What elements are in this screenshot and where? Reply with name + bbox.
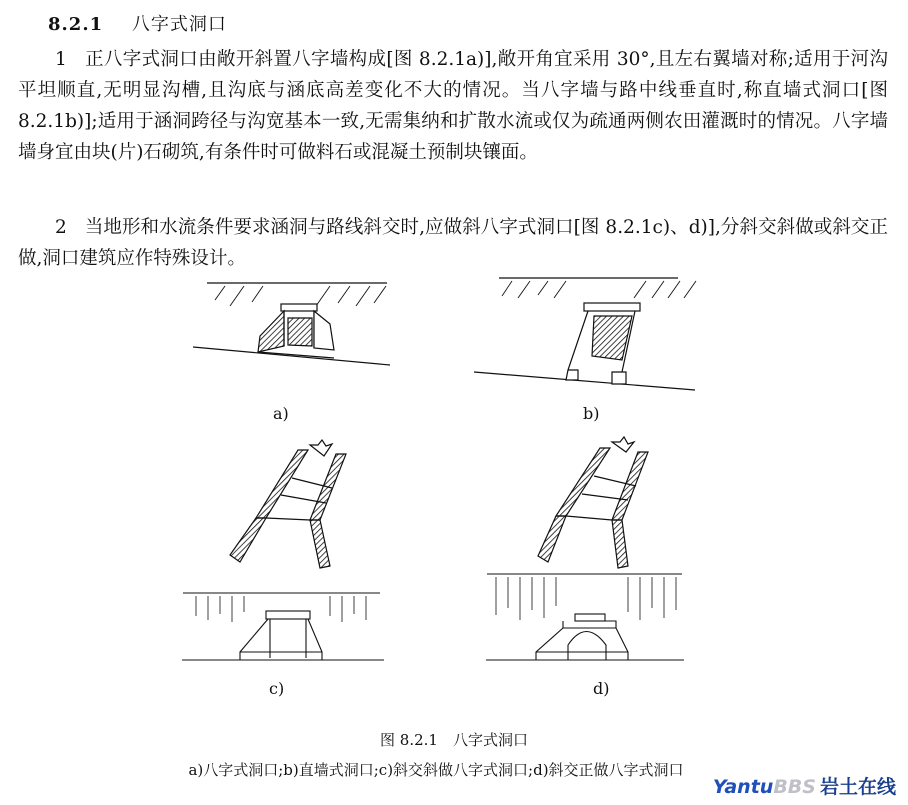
drawing-a — [193, 283, 390, 365]
section-title: 八字式洞口 — [131, 14, 227, 35]
watermark-logo — [713, 772, 896, 799]
paragraph-number: 2 — [55, 217, 67, 238]
paragraph-text: 正八字式洞口由敞开斜置八字墙构成[图 8.2.1a)],敞开角宜采用 30°,且左右翼墙对称;适用于河沟平坦顺直,无明显沟槽,且沟底与涵底高差变化不大的情况。当八字墙与路中线垂直时,称直墙式洞口[图 8.2.1b)];适用于涵洞跨径与沟宽基本一致,无需集纳和扩散水流或仅为疏通两侧农田灌溉时的情况。八字墙墙身宜由块(片)石砌筑,有条件时可做料石或混凝土预制块镶面。 — [18, 49, 888, 163]
drawing-d-plan — [538, 437, 648, 568]
drawing-c-plan — [230, 440, 346, 568]
paragraph-text: 当地形和水流条件要求涵洞与路线斜交时,应做斜八字式洞口[图 8.2.1c)、d)],分斜交斜做或斜交正做,洞口建筑应作特殊设计。 — [18, 217, 888, 269]
sublabel-d: d) — [593, 679, 610, 698]
drawing-d-elevation — [486, 574, 684, 660]
drawing-c-elevation — [182, 593, 384, 660]
watermark-part3: 岩土在线 — [819, 776, 896, 798]
sublabel-b: b) — [583, 404, 600, 423]
figure-title: 图 8.2.1 八字式洞口 — [380, 731, 528, 749]
sublabel-a: a) — [273, 404, 289, 423]
paragraph-number: 1 — [55, 49, 67, 70]
drawing-b — [474, 278, 696, 390]
section-number: 8.2.1 — [48, 14, 104, 35]
figure-legend: a)八字式洞口;b)直墙式洞口;c)斜交斜做八字式洞口;d)斜交正做八字式洞口 — [188, 761, 684, 779]
sublabel-c: c) — [269, 679, 285, 698]
watermark-part1: Yantu — [712, 776, 774, 798]
watermark-part2: BBS — [773, 776, 816, 798]
